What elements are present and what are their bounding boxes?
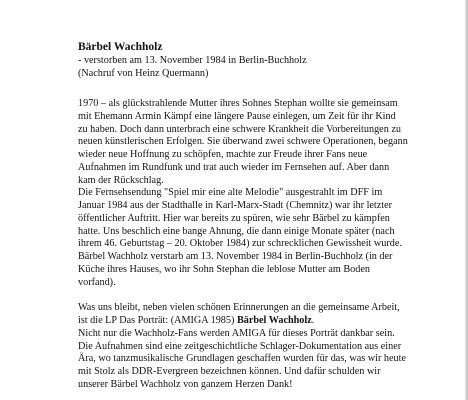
article <box>78 40 450 392</box>
paragraph-2 <box>78 302 450 391</box>
paragraph-2-period: . <box>311 315 315 326</box>
spacer <box>78 80 450 98</box>
paragraph-2-bold-name: Bärbel Wachholz <box>236 315 312 326</box>
paragraph-2-rest: Nicht nur die Wachholz-Fans werden AMIGA für dieses Porträt dankbar sein. Die Aufnahmen sind eine zeitgeschichtliche Schlager-Dokumentation aus einer Ära, wo tanzmusikalische Grundlagen geschaffen wurden für das, was wir heute mit Stolz als DDR-Evergreen bezeichnen können. Und dafür schulden wir unserer Bärbel Wachholz von ganzem Herzen Dank! <box>78 327 406 390</box>
death-date-line: - verstorben am 13. November 1984 in Berlin-Buchholz <box>78 55 307 66</box>
paragraph-2-lead: Was uns bleibt, neben vielen schönen Erinnerungen an die gemeinsame Arbeit, ist die LP Das Porträt: (AMIGA 1985) <box>78 302 400 326</box>
article-title: Bärbel Wachholz <box>78 41 163 53</box>
spacer <box>78 289 450 302</box>
author-note: (Nachruf von Heinz Quermann) <box>78 68 209 79</box>
paragraph-1: 1970 – als glückstrahlende Mutter ihres Sohnes Stephan wollte sie gemeinsam mit Ehemann Armin Kämpf eine längere Pause einlegen, um Zeit für ihr Kind zu haben. Doch dann unterbrach eine schwere Krankheit die Vorbereitungen zu neuen künstlerischen Erfolgen. Sie überwand zwei schwere Operationen, begann wieder neue Hoffnung zu schöpfen, machte zur Freude ihrer Fans neue Aufnahmen im Rundfunk und trat auch wieder im Fernsehen auf. Aber dann kam der Rückschlag. Die Fernsehsendung "Spiel mir eine alte Melodie" ausgestrahlt im DFF im Januar 1984 aus der Stadthalle in Karl-Marx-Stadt (Chemnitz) war ihr letzter öffentlicher Auftritt. Hier war bereits zu spüren, wie sehr Bärbel zu kämpfen hatte. Uns beschlich eine bange Ahnung, die dann einige Monate später (nach ihrem 46. Geburtstag – 20. Oktober 1984) zur schrecklichen Gewissheit wurde. Bärbel Wachholz verstarb am 13. November 1984 in Berlin-Buchholz (in der Küche ihres Hauses, wo ihr Sohn Stephan die leblose Mutter am Boden vorfand). <box>78 98 408 288</box>
